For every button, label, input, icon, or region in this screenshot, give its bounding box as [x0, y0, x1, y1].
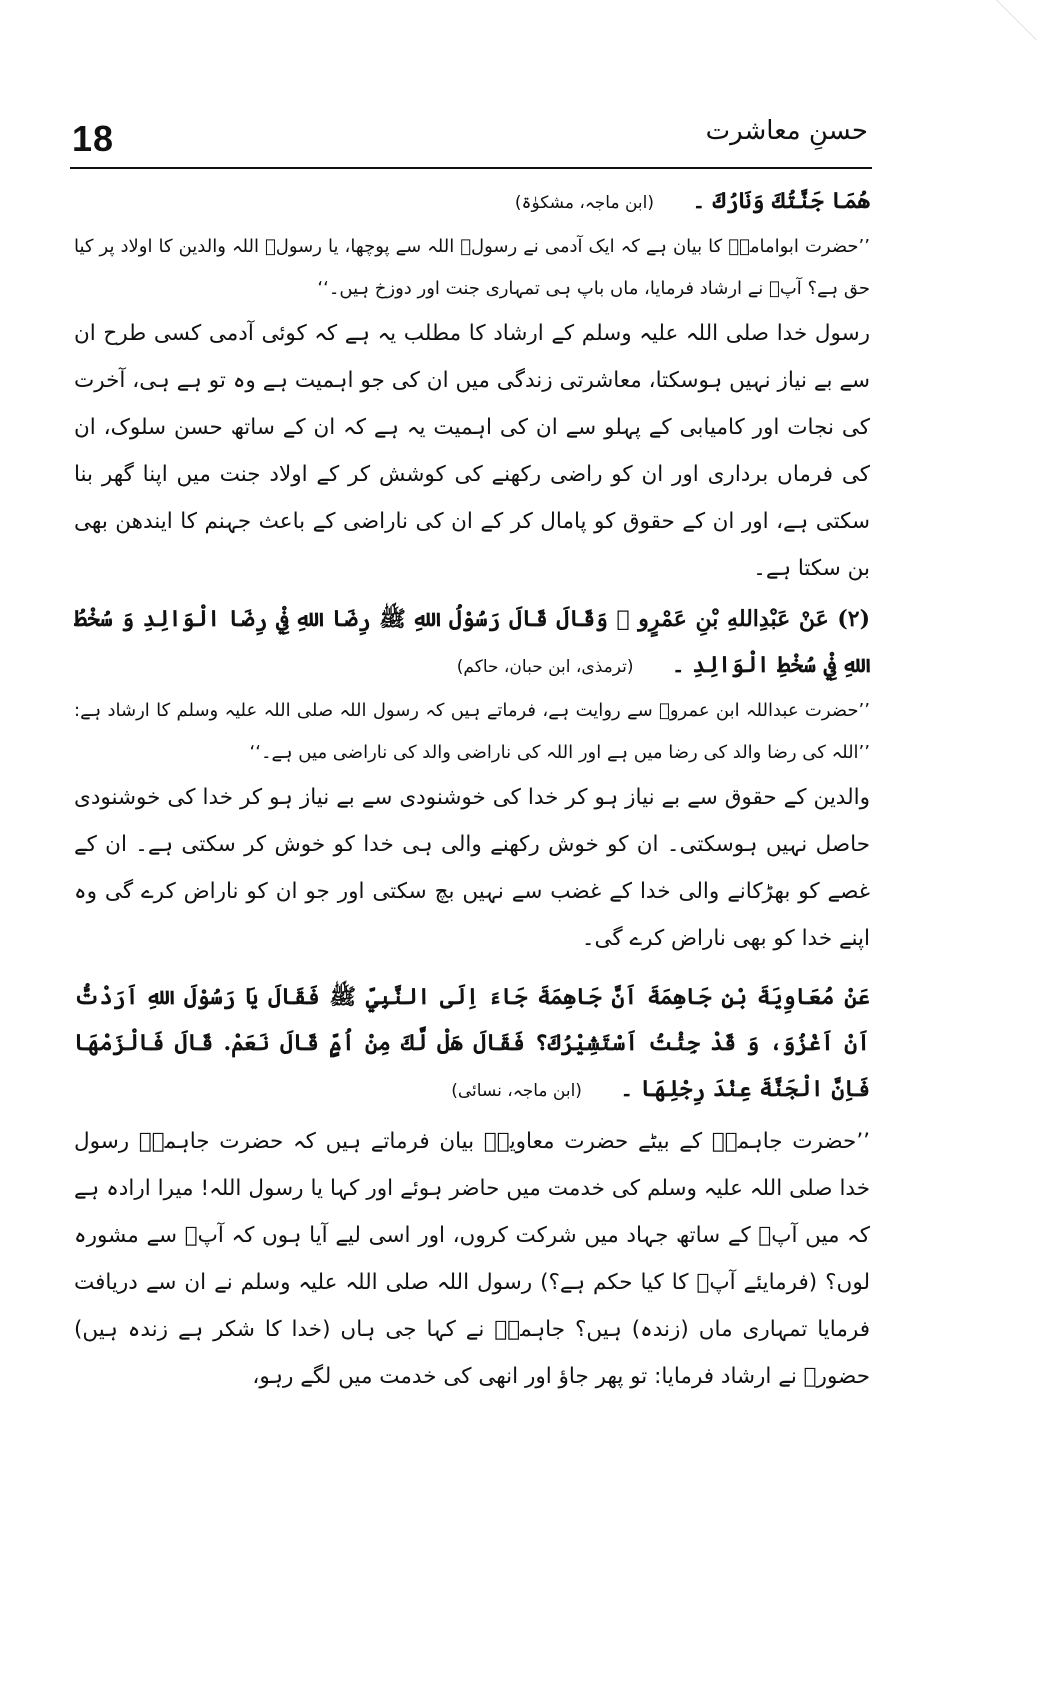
page-number: 18 [72, 118, 115, 159]
hadith-reference-1: (ابن ماجہ، مشکوٰۃ) [514, 193, 655, 213]
hadith-translation-2: ’’حضرت عبداللہ ابن عمروؓ سے روایت ہے، فرماتے ہیں کہ رسول اللہ صلی اللہ علیہ وسلم کا ارشاد ہے: ’’اللہ کی رضا والد کی رضا میں ہے اور اللہ کی ناراضی والد کی ناراضی میں ہے۔‘‘ [74, 700, 870, 763]
page-header [70, 112, 872, 168]
hadith-arabic-3-text: عَنْ مُعَاوِيَةَ بْنِ جَاهِمَةَ اَنَّ جَاهِمَةَ جَاءَ اِلَى النَّبِيِّ ﷺ فَقَالَ يَا رَسُوْلَ اللهِ اَرَدْتُّ اَنْ اَغْزُوَ، وَ قَدْ جِئْتُ اَسْتَشِيْرُكَ؟ فَقَالَ هَلْ لَّكَ مِنْ اُمٍّ قَالَ نَعَمْ. قَالَ فَالْزَمْهَا فَاِنَّ الْجَنَّةَ عِنْدَ رِجْلِهَا ۔ [74, 984, 870, 1102]
hadith-reference-2: (ترمذی، ابن حبان، حاکم) [456, 657, 634, 677]
hadith-arabic-1-text: ھُمَا جَنَّتُكَ وَنَارُكَ ۔ [692, 188, 870, 214]
hadith-translation-3: ’’حضرت جاہمہؓ کے بیٹے حضرت معاویہؓ بیان فرماتے ہیں کہ حضرت جاہمہؓ رسول خدا صلی اللہ علیہ وسلم کی خدمت میں حاضر ہوئے اور کہا یا رسول اللہ! میرا ارادہ ہے کہ میں آپؐ کے ساتھ جہاد میں شرکت کروں، اور اسی لیے آیا ہوں کہ آپؐ سے مشورہ لوں؟ (فرمایئے آپؐ کا کیا حکم ہے؟) رسول اللہ صلی اللہ علیہ وسلم نے ان سے دریافت فرمایا تمہاری ماں (زندہ) ہیں؟ جاہمہؓ نے کہا جی ہاں (خدا کا شکر ہے زندہ ہیں) حضورؐ نے ارشاد فرمایا: تو پھر جاؤ اور انھی کی خدمت میں لگے رہو، [74, 1129, 870, 1389]
header-rule [70, 167, 872, 169]
page-corner-line [996, 0, 1039, 40]
running-title: حسنِ معاشرت [705, 116, 868, 146]
hadith-arabic-3 [74, 974, 870, 1114]
commentary-paragraph-1: رسول خدا صلی اللہ علیہ وسلم کے ارشاد کا مطلب یہ ہے کہ کوئی آدمی کسی طرح ان سے بے نیاز نہیں ہوسکتا، معاشرتی زندگی میں ان کی جو اہمیت ہے وہ تو ہے ہی، آخرت کی نجات اور کامیابی کے پہلو سے ان کی اہمیت یہ ہے کہ ان کے ساتھ حسن سلوک، ان کی فرماں برداری اور ان کو راضی رکھنے کی کوشش کر کے اولاد جنت میں اپنا گھر بنا سکتی ہے، اور ان کے حقوق کو پامال کر کے ان کی ناراضی کے باعث جہنم کا ایندھن بھی بن سکتا ہے۔ [74, 321, 870, 581]
hadith-arabic-1 [74, 178, 870, 226]
commentary-paragraph-2: والدین کے حقوق سے بے نیاز ہو کر خدا کی خوشنودی سے بے نیاز ہو کر خدا کی خوشنودی حاصل نہیں ہوسکتی۔ ان کو خوش رکھنے والی ہی خدا کو خوش کر سکتی ہے۔ ان کے غصے کو بھڑکانے والی خدا کے غضب سے نہیں بچ سکتی اور جو ان کو ناراض کرے گی وہ اپنے خدا کو بھی ناراض کرے گی۔ [74, 785, 870, 951]
hadith-arabic-2-text: (۲) عَنْ عَبْدِاللهِ بْنِ عَمْرٍو ﷛ وَقَالَ قَالَ رَسُوْلُ اللهِ ﷺ رِضَا اللهِ فِيْ رِضَا الْوَالِدِ وَ سُخْطُ اللهِ فِيْ سُخْطِ الْوَالِدِ ۔ [74, 606, 870, 678]
hadith-arabic-2 [74, 596, 870, 690]
hadith-reference-3: (ابن ماجہ، نسائی) [451, 1081, 582, 1101]
hadith-translation-1: ’’حضرت ابوامامہؓ کا بیان ہے کہ ایک آدمی نے رسولؐ اللہ سے پوچھا، یا رسولؐ اللہ والدین کا اولاد پر کیا حق ہے؟ آپؐ نے ارشاد فرمایا، ماں باپ ہی تمہاری جنت اور دوزخ ہیں۔‘‘ [74, 236, 870, 299]
page-content [74, 178, 870, 1658]
